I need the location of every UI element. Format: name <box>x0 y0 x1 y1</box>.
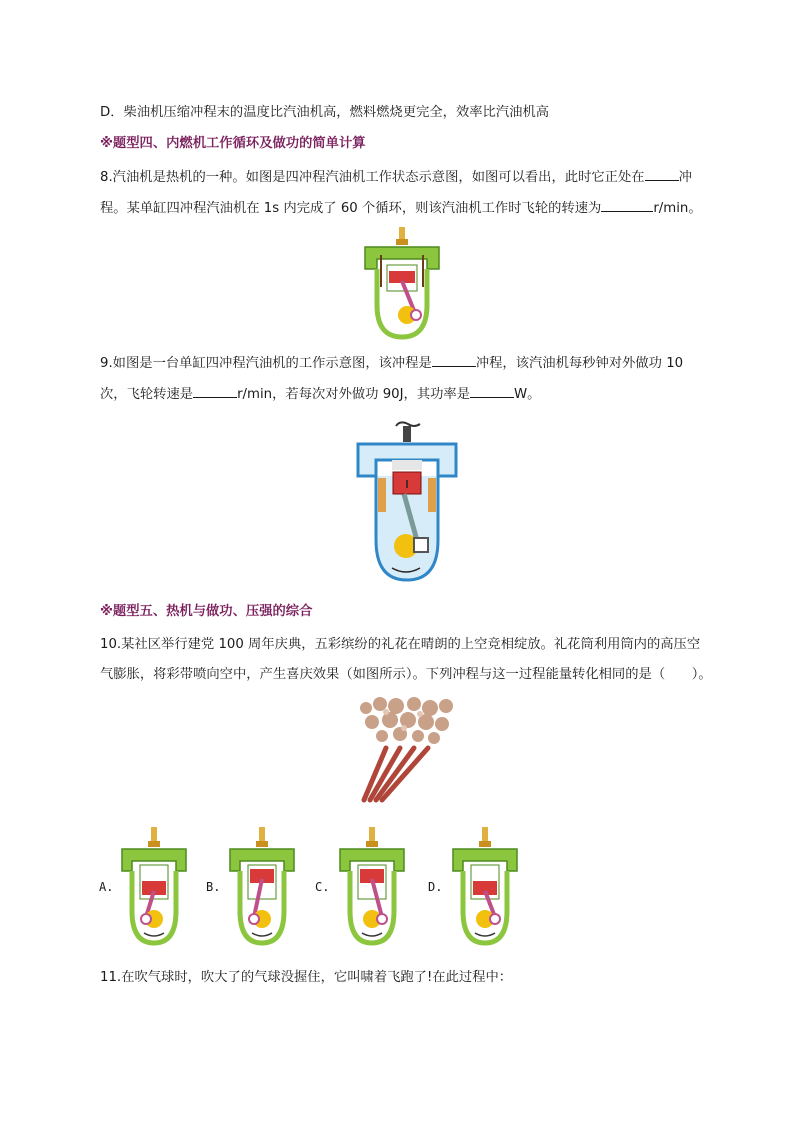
option-b-label[interactable]: B. <box>206 880 221 894</box>
confetti-cannon-figure <box>356 696 460 806</box>
q8-blank-1[interactable] <box>645 166 679 181</box>
option-d-label[interactable]: D. <box>428 880 443 894</box>
heading-type-4: ※题型四、内燃机工作循环及做功的简单计算 <box>100 136 366 151</box>
option-c-engine[interactable] <box>336 825 408 947</box>
question-9-line-2 <box>100 383 540 405</box>
question-8-line-1 <box>100 166 692 188</box>
q8-text-b: 冲 <box>678 170 692 185</box>
option-d-engine[interactable] <box>449 825 521 947</box>
q9-text-e: W。 <box>514 387 541 402</box>
question-9-line-1 <box>100 352 683 374</box>
q9-text-b: 冲程，该汽油机每秒钟对外做功 10 <box>475 356 684 371</box>
heading-type-5: ※题型五、热机与做功、压强的综合 <box>100 604 313 619</box>
q9-blank-3[interactable] <box>470 383 514 398</box>
q8-text-c: 程。某单缸四冲程汽油机在 1s 内完成了 60 个循环，则该汽油机工作时飞轮的转速为 <box>100 201 602 216</box>
q9-blank-2[interactable] <box>193 383 237 398</box>
spark-plug-icon <box>399 227 405 241</box>
question-11-line-1: 11.在吹气球时，吹大了的气球没握住，它叫啸着飞跑了!在此过程中： <box>100 970 513 985</box>
q9-blank-1[interactable] <box>432 352 476 367</box>
option-b-engine[interactable] <box>226 825 298 947</box>
option-d-text: D．柴油机压缩冲程末的温度比汽油机高，燃料燃烧更完全，效率比汽油机高 <box>100 105 550 120</box>
q8-text-a: 8.汽油机是热机的一种。如图是四冲程汽油机工作状态示意图，如图可以看出，此时它正处在 <box>100 170 645 185</box>
option-a-engine[interactable] <box>118 825 190 947</box>
option-c-label[interactable]: C. <box>315 880 330 894</box>
q9-engine-figure <box>356 420 458 585</box>
q9-text-c: 次，飞轮转速是 <box>100 387 194 402</box>
question-8-line-2 <box>100 197 702 219</box>
q8-blank-2[interactable] <box>601 197 653 212</box>
q9-text-a: 9.如图是一台单缸四冲程汽油机的工作示意图，该冲程是 <box>100 356 432 371</box>
q9-text-d: r/min，若每次对外做功 90J，其功率是 <box>237 387 471 402</box>
q8-engine-figure <box>361 225 443 341</box>
spark-plug-icon <box>403 426 411 442</box>
q8-text-d: r/min。 <box>653 201 702 216</box>
question-10-line-1: 10.某社区举行建党 100 周年庆典，五彩缤纷的礼花在晴朗的上空竞相绽放。礼花筒利用筒内的高压空 <box>100 637 701 652</box>
question-10-line-2: 气膨胀，将彩带喷向空中，产生喜庆效果（如图所示）。下列冲程与这一过程能量转化相同的是（ ）。 <box>100 667 712 682</box>
option-a-label[interactable]: A. <box>99 880 114 894</box>
